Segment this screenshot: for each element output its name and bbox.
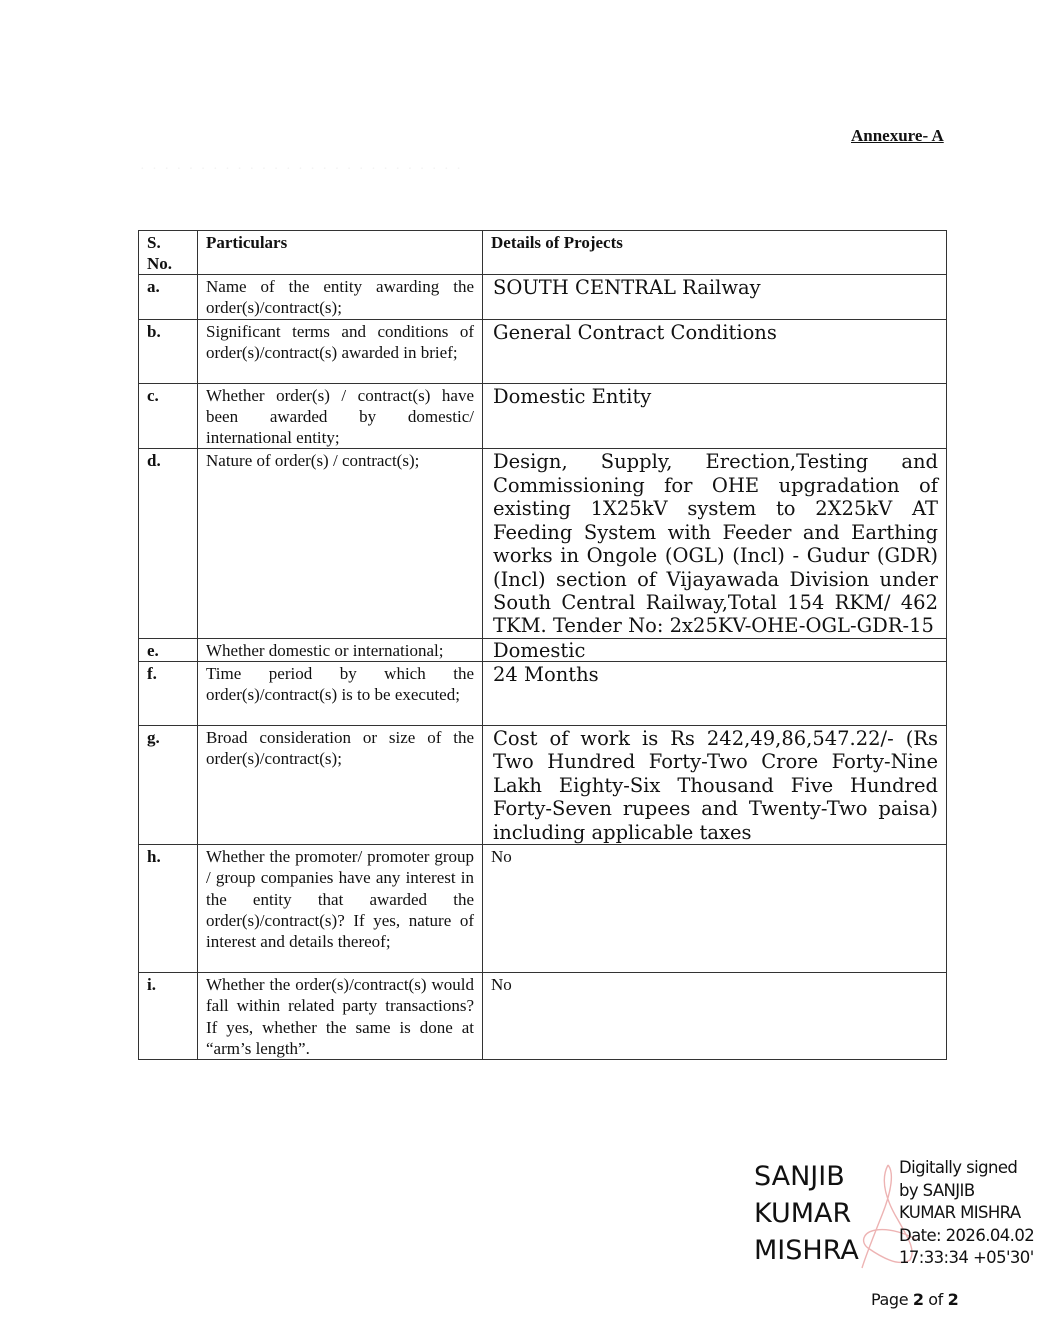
header-sno-text: S. No.: [147, 233, 173, 273]
table-row: [139, 726, 947, 845]
row-particulars: Time period by which the order(s)/contract(s) is to be executed;: [206, 664, 474, 705]
row-details: Domestic: [493, 638, 586, 662]
page-label: Page: [871, 1290, 909, 1309]
signer-name-line: MISHRA: [754, 1235, 859, 1266]
row-particulars: Name of the entity awarding the order(s)/contract(s);: [206, 277, 474, 318]
table-row: [139, 275, 947, 320]
row-details: General Contract Conditions: [493, 320, 777, 344]
row-details: Domestic Entity: [493, 384, 652, 408]
signer-name-line: KUMAR: [754, 1198, 852, 1229]
row-particulars: Whether order(s) / contract(s) have been awarded by domestic/ international entity;: [206, 385, 474, 448]
table-row: [139, 973, 947, 1060]
header-particulars-text: Particulars: [206, 233, 288, 252]
row-particulars: Nature of order(s) / contract(s);: [206, 451, 420, 471]
row-details: SOUTH CENTRAL Railway: [493, 276, 761, 299]
row-sno: d.: [147, 451, 161, 471]
table-row: [139, 638, 947, 661]
total-pages: 2: [947, 1290, 959, 1309]
signature-info-line: KUMAR MISHRA: [899, 1203, 1021, 1222]
signature-info-line: Digitally signed: [899, 1158, 1018, 1177]
signer-name-line: SANJIB: [754, 1161, 845, 1192]
row-details: Cost of work is Rs 242,49,86,547.22/- (Rs Two Hundred Forty-Two Crore Forty-Nine Lakh Eighty-Six Thousand Five Hundred Forty-Seven rupees and Twenty-Two paisa) including applicable taxes: [493, 727, 938, 844]
row-sno: f.: [147, 664, 157, 684]
project-details-table: [138, 230, 947, 1060]
faint-header-text: · · · · · · · · · · · · · · · · · · · · · · · · · · ·: [140, 162, 463, 177]
row-sno: a.: [147, 277, 160, 296]
current-page: 2: [912, 1290, 924, 1309]
table-row: [139, 449, 947, 638]
row-details: 24 Months: [493, 663, 599, 687]
header-particulars: [198, 231, 483, 275]
table-row: [139, 383, 947, 449]
table-header-row: [139, 231, 947, 275]
row-details: Design, Supply, Erection,Testing and Commissioning for OHE upgradation of existing 1X25kV system to 2X25kV AT Feeding System with Feeder and Earthing works in Ongole (OGL) (Incl) - Gudur (GDR) (Incl) section of Vijayawada Division under South Central Railway,Total 154 RKM/ 462 TKM. Tender No: 2x25KV-OHE-OGL-GDR-15: [493, 450, 938, 638]
row-particulars: Significant terms and conditions of order(s)/contract(s) awarded in brief;: [206, 321, 474, 362]
table-row: [139, 319, 947, 383]
row-details: No: [491, 847, 512, 867]
row-sno: e.: [147, 640, 159, 660]
row-sno: h.: [147, 847, 161, 867]
row-details: No: [491, 975, 512, 995]
header-details: [483, 231, 947, 275]
row-particulars: Whether the promoter/ promoter group / group companies have any interest in the entity that awarded the order(s)/contract(s)? If yes, nature of interest and details thereof;: [206, 847, 474, 952]
signer-name: [754, 1158, 859, 1269]
signature-info-line: 17:33:34 +05'30': [899, 1248, 1034, 1267]
signature-info-line: Date: 2026.04.02: [899, 1225, 1035, 1245]
row-sno: g.: [147, 728, 160, 748]
annexure-title: Annexure- A: [851, 126, 944, 145]
row-sno: i.: [147, 975, 156, 995]
table-row: [139, 845, 947, 973]
page-number: [871, 1290, 958, 1309]
header-sno: [139, 231, 198, 275]
table-row: [139, 662, 947, 726]
digital-signature-info: [899, 1157, 1034, 1270]
row-particulars: Whether the order(s)/contract(s) would fall within related party transactions? If yes, whether the same is done at “arm’s length”.: [206, 975, 474, 1058]
row-particulars: Whether domestic or international;: [206, 640, 444, 660]
signature-info-line: by SANJIB: [899, 1180, 975, 1200]
row-sno: c.: [147, 385, 159, 405]
of-label: of: [928, 1290, 943, 1309]
row-sno: b.: [147, 321, 161, 341]
row-particulars: Broad consideration or size of the order(s)/contract(s);: [206, 728, 474, 769]
header-details-text: Details of Projects: [491, 233, 623, 252]
